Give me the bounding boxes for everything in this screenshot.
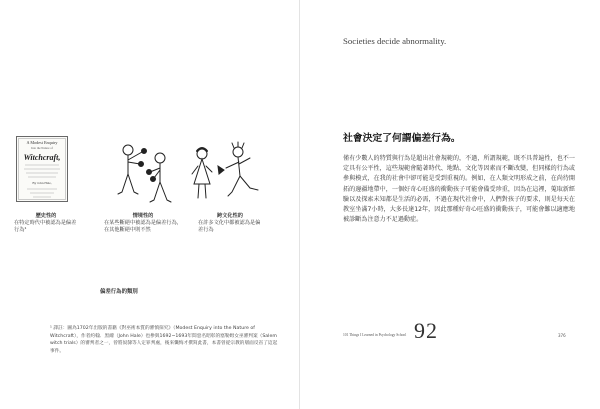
page-number: 92 — [414, 318, 438, 343]
running-head: 101 Things I Learned in Psychology School — [343, 333, 407, 337]
two-figures-drawing — [188, 140, 266, 206]
caption-historical-body: 在特定時代中被認為是偏差行為¹ — [14, 220, 77, 234]
caption-cross-cultural-title: 跨文化性的 — [217, 213, 243, 219]
page-gutter — [299, 0, 300, 409]
caption-situational — [104, 213, 182, 235]
folio: 376 — [558, 333, 566, 338]
body-paragraph: 僅有少數人的特質與行為是超出社會規範的，不過，所謂規範，既不具普遍性，也不一定具有公平性，這些規範會隨著時代、地點、文化等因素而不斷改變，但同樣的行為或參與模式，在我的社會中卻可能是受到重視的。例如，在人類文明形成之前，在尚待開拓的邊疆地帶中，一個好奇心旺盛的衝動孩子可能會備受珍重，因為在這裡，蒐取新經驗以及探索未知都是生活的必需，不過在現代社會中，人們對孩子的要求，則是每天在教室坐滿7小時，大多長達12年，因此那種好奇心旺盛的衝動孩子，可能會難以適應地被診斷為注意力不足過動症。 — [343, 155, 575, 224]
boxers-illustration — [110, 140, 180, 204]
cross-cultural-illustration — [188, 140, 266, 206]
epigraph: Societies decide abnormality. — [343, 36, 447, 46]
caption-situational-title: 情境性的 — [132, 213, 154, 219]
pamphlet-title: Witchcraft, — [23, 153, 61, 162]
witchcraft-pamphlet-illustration — [16, 136, 68, 202]
caption-historical-title: 歷史性的 — [35, 213, 57, 219]
pamphlet-heading: A Modest Enquiry — [26, 140, 58, 145]
caption-cross-cultural — [198, 213, 262, 235]
pamphlet-frame — [16, 136, 68, 202]
boxers-drawing — [110, 140, 180, 204]
caption-cross-cultural-body: 在許多文化中都被認為是偏差行為 — [198, 220, 261, 234]
pamphlet-byline: By John Hale, — [32, 181, 52, 185]
caption-historical — [14, 213, 78, 235]
footnote: ¹ 譯註：圖為1702年出版的書籍《對巫術本質的審慎探究》（Modest Enquiry into the Nature of Witchcraft），作者約翰．黑爾（John Hale）也參與1692~1693年間惡名昭彰的塞勒姆女巫審判案（Salem witch trials）的審判者之一，曾將奴隸等人定罪判處，後來懺悔才撰寫此書，本書曾從宗教的層面反省了這起事件。 — [50, 326, 278, 354]
caption-situational-body: 在某些斷絕中被認為是偏差行為，在其他斷絕中則不然 — [104, 220, 182, 234]
pamphlet-subheading: Into the Nature of — [31, 146, 53, 150]
section-heading: 社會決定了何謂偏差行為。 — [343, 133, 461, 144]
figure-title: 偏差行為的類別 — [100, 289, 138, 295]
